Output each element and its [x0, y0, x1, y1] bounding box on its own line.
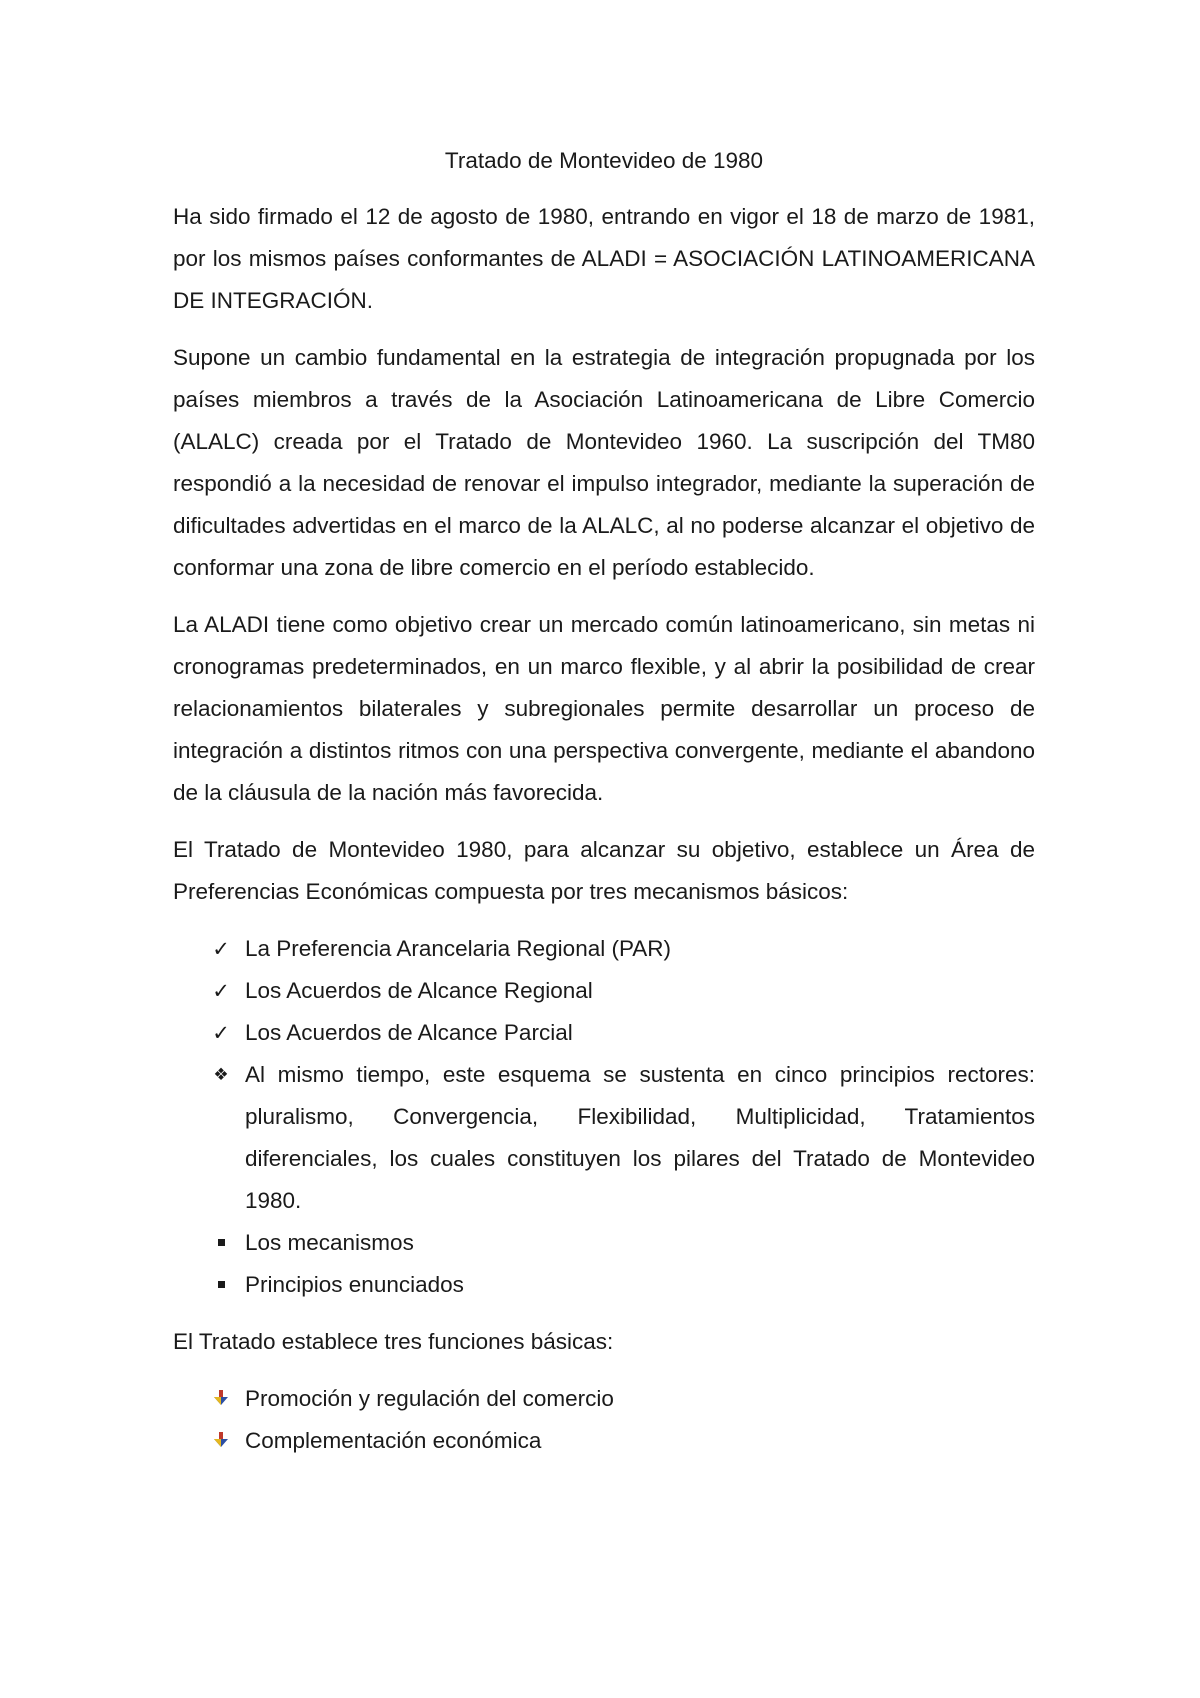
list-item [212, 970, 1035, 1012]
list-item [212, 1012, 1035, 1054]
list-item-text: Principios enunciados [245, 1272, 464, 1297]
list-item-text: Los mecanismos [245, 1230, 414, 1255]
document-title: Tratado de Montevideo de 1980 [444, 148, 764, 173]
list-item-text: Promoción y regulación del comercio [245, 1386, 614, 1411]
list-item-text: Los Acuerdos de Alcance Parcial [245, 1020, 573, 1045]
list-item-text: La Preferencia Arancelaria Regional (PAR) [245, 936, 672, 961]
paragraph-strategy: Supone un cambio fundamental en la estrategia de integración propugnada por los países miembros a través de la Asociación Latinoamericana de Libre Comercio (ALALC) creada por el Tratado de Montevideo 1960. La suscripción del TM80 respondió a la necesidad de renovar el impulso integrador, mediante la superación de dificultades advertidas en el marco de la ALALC, al no poderse alcanzar el objetivo de conformar una zona de libre comercio en el período establecido. [173, 345, 1035, 580]
list-item-text: Al mismo tiempo, este esquema se sustenta en cinco principios rectores: pluralismo, Convergencia, Flexibilidad, Multiplicidad, Tratamientos diferenciales, los cuales constituyen los pilares del Tratado de Montevideo 1980. [245, 1062, 1035, 1213]
list-item [245, 1420, 1035, 1462]
document-page [173, 140, 1035, 1477]
arrow-down-icon [207, 1420, 235, 1462]
list-item [245, 1222, 1035, 1264]
paragraph-signing: Ha sido firmado el 12 de agosto de 1980, entrando en vigor el 18 de marzo de 1981, por los mismos países conformantes de ALADI = ASOCIACIÓN LATINOAMERICANA DE INTEGRACIÓN. [173, 204, 1035, 313]
list-item [245, 1264, 1035, 1306]
check-icon: ✓ [212, 1021, 230, 1045]
list-item [245, 1378, 1035, 1420]
arrow-down-icon [207, 1378, 235, 1420]
functions-list [173, 1378, 1035, 1462]
square-icon [218, 1239, 225, 1246]
check-icon: ✓ [212, 979, 230, 1003]
paragraph-functions-intro: El Tratado establece tres funciones básicas: [173, 1329, 614, 1354]
list-item-text: Los Acuerdos de Alcance Regional [245, 978, 593, 1003]
list-item-text: Complementación económica [245, 1428, 542, 1453]
mechanisms-list [173, 928, 1035, 1306]
list-item [213, 1054, 1035, 1222]
square-icon [218, 1281, 225, 1288]
paragraph-objective: La ALADI tiene como objetivo crear un mercado común latinoamericano, sin metas ni cronogramas predeterminados, en un marco flexible, y al abrir la posibilidad de crear relacionamientos bilaterales y subregionales permite desarrollar un proceso de integración a distintos ritmos con una perspectiva convergente, mediante el abandono de la cláusula de la nación más favorecida. [173, 612, 1035, 805]
diamond-icon: ❖ [213, 1065, 229, 1085]
list-item [212, 928, 1035, 970]
check-icon: ✓ [212, 937, 230, 961]
paragraph-mechanisms-intro: El Tratado de Montevideo 1980, para alcanzar su objetivo, establece un Área de Preferencias Económicas compuesta por tres mecanismos básicos: [173, 837, 1035, 904]
